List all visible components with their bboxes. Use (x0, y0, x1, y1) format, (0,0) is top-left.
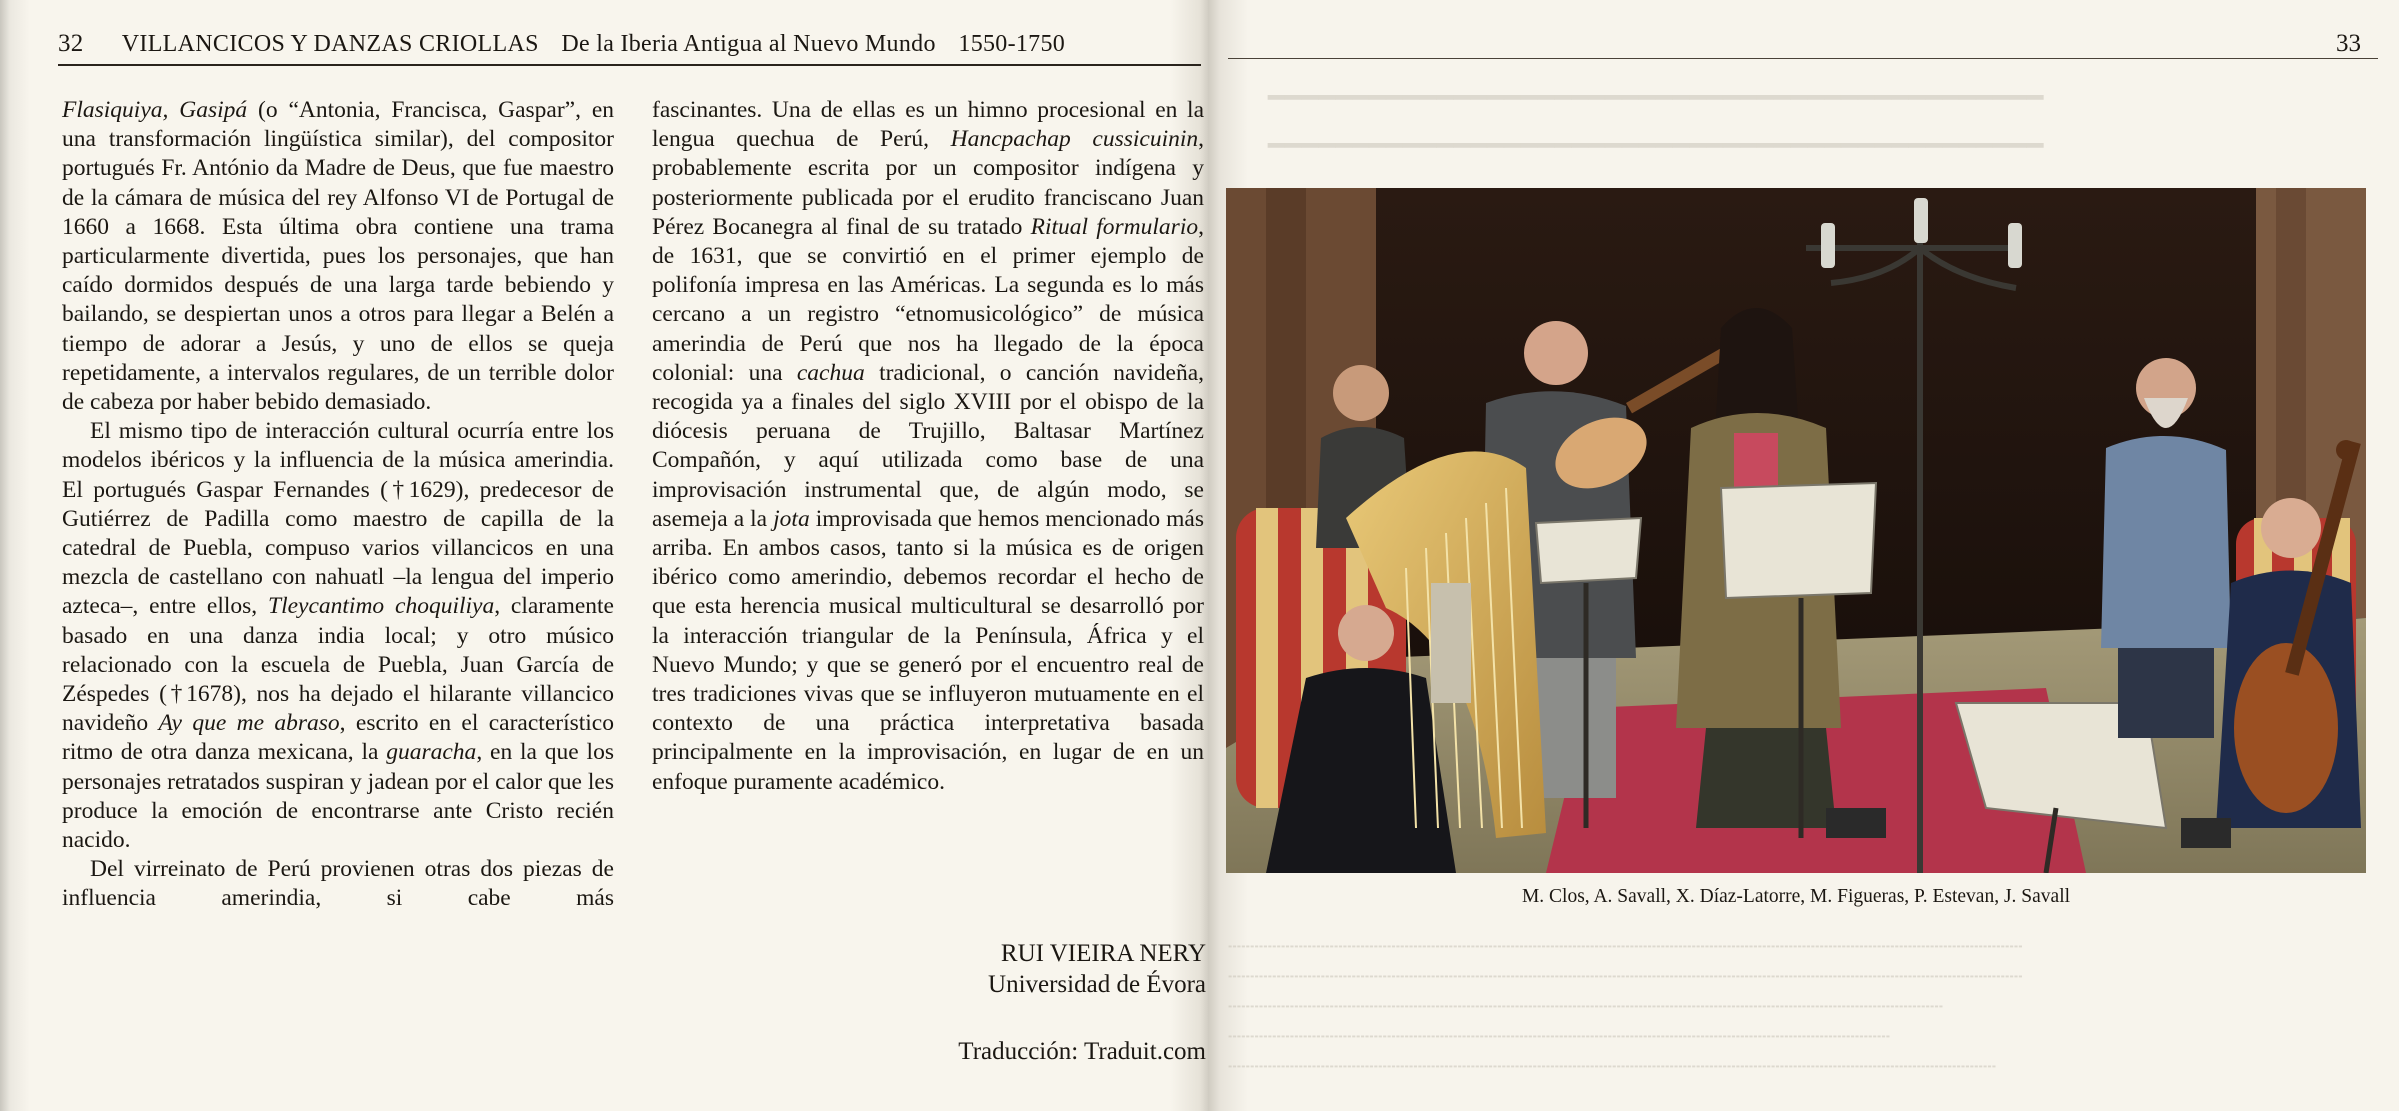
author-affiliation: Universidad de Évora (988, 971, 1206, 998)
work-title: Ay que me abraso (158, 710, 340, 737)
running-head (58, 30, 1198, 58)
author-signature (700, 938, 1206, 1000)
author-name: RUI VIEIRA NERY (1000, 940, 1206, 967)
work-title: guaracha (386, 739, 477, 766)
running-head-title: VILLANCICOS Y DANZAS CRIOLLAS (121, 31, 539, 57)
paragraph-text: El mismo tipo de interacción cultural ocurría entre los modelos ibéricos y la influencia de la música amerindia. El portugués Gaspar Fernandes (†1629), predecesor de Gutiérrez de Padilla como maestro de capilla de la catedral de Puebla, compuso varios villancicos en una mezcla de castellano con nahuatl –la lengua del imperio azteca–, entre ellos, (62, 418, 614, 620)
paragraph (62, 855, 614, 913)
paragraph-text: , en la que los personajes retratados suspiran y jadean por el calor que les produce la emoción de encontrarse ante Cristo recién nacido. (62, 739, 614, 854)
ensemble-photo-illustration (1226, 188, 2366, 873)
translation-credit: Traducción: Traduit.com (958, 1038, 1206, 1065)
text-column-1 (62, 96, 614, 914)
paragraph (62, 96, 614, 417)
running-head-years: 1550-1750 (958, 31, 1066, 57)
paragraph-text: , probablemente escrita por un compositor indígena y posteriormente publicada por el erudito franciscano Juan Pérez Bocanegra al final de su tratado (652, 126, 1204, 240)
header-rule (58, 64, 1201, 66)
page-number-left: 32 (58, 30, 84, 57)
text-column-2 (652, 96, 1204, 797)
paragraph-text: fascinantes. Una de ellas es un himno procesional en la lengua quechua de Perú, (652, 97, 1204, 153)
page-number-right: 33 (2336, 30, 2361, 57)
photo-caption: M. Clos, A. Savall, X. Díaz-Latorre, M. Figueras, P. Estevan, J. Savall (1521, 886, 2071, 907)
work-title: Hancpachap cussicuinin (950, 126, 1199, 153)
paragraph-text: , de 1631, que se convirtió en el primer ejemplo de polifonía impresa en las Américas. La segunda es lo más cercano a un registro “etnomusicológico” de música amerindia de Perú que nos ha llegado de la época colonial: una (652, 213, 1204, 386)
work-title: cachua (796, 359, 865, 386)
work-title: Flasiquiya, Gasipá (62, 97, 248, 123)
ensemble-photo (1226, 188, 2366, 873)
paragraph-text: (o “Antonia, Francisca, Gaspar”, en una transformación lingüística similar), del compositor portugués Fr. António da Madre de Deus, que fue maestro de la cámara de música del rey Alfonso VI de Portugal de 1660 a 1668. Esta última obra contiene una trama particularmente divertida, pues los personajes, que han caído dormidos después de una larga tarde bebiendo y bailando, se despiertan unos a otros para llegar a Belén a tiempo de adorar a Jesús, y uno de ellos se queja repetidamente, a intervalos regulares, de un terrible dolor de cabeza por haber bebido demasiado. (62, 97, 614, 416)
paragraph-text: tradicional, o canción navideña, recogida ya a finales del siglo XVIII por el obispo de la diócesis peruana de Trujillo, Baltasar Martínez Compañón, y aquí utilizada como base de una improvisación instrumental que, de algún modo, se asemeja a la (652, 359, 1204, 532)
work-title: Ritual formulario (1030, 213, 1199, 240)
running-head-subtitle: De la Iberia Antigua al Nuevo Mundo (561, 31, 936, 57)
paragraph-text: Del virreinato de Perú provienen otras dos piezas de influencia amerindia, si cabe más (62, 856, 614, 912)
paragraph-text: , escrito en el característico ritmo de otra danza mexicana, la (62, 710, 614, 766)
paragraph-text: , claramente basado en una danza india local; y otro músico relacionado con la escuela de Puebla, Juan García de Zéspedes (†1678), nos ha dejado el hilarante villancico navideño (62, 593, 614, 737)
work-title: jota (773, 505, 810, 532)
paragraph (62, 417, 614, 855)
show-through-text: ━━━━━━━━━━━━━━━━━━━━━━━━━━━━━━━━━━━━━━━━━━━━━━ (1268, 131, 2044, 162)
paragraph-text: improvisada que hemos mencionado más arriba. En ambos casos, tanto si la música es de origen ibérico como amerindio, debemos recordar el hecho de que esta herencia musical multicultural se desarrolló por la interacción triangular de la Península, África y el Nuevo Mundo; y que se generó por el encuentro real de tres tradiciones vivas que se influyeron mutuamente en el contexto de una práctica interpretativa basada principalmente en la improvisación, en lugar de en un enfoque puramente académico. (652, 505, 1204, 795)
show-through-text: ━━━━━━━━━━━━━━━━━━━━━━━━━━━━━━━━━━━━━━━━━━━━━━ (1268, 83, 2044, 114)
paragraph (652, 96, 1204, 797)
header-rule-right (1228, 58, 2378, 59)
work-title: Tleycantimo choquiliya (268, 593, 495, 620)
show-through-text: ┄┄┄┄┄┄┄┄┄┄┄┄┄┄┄┄┄┄┄┄┄┄┄┄┄┄┄┄┄┄┄┄┄┄┄┄┄┄┄┄┄┄┄┄┄┄┄┄┄┄┄┄┄┄┄┄┄┄┄┄ ┄┄┄┄┄┄┄┄┄┄┄┄┄┄┄┄┄┄┄┄┄┄┄┄┄┄┄┄┄┄┄┄┄┄┄┄┄┄┄┄┄┄┄┄┄┄┄┄┄┄┄┄┄┄┄┄┄┄┄┄ ┄┄┄┄┄┄┄┄┄┄┄┄┄┄┄┄┄┄┄┄┄┄┄┄┄┄┄┄┄┄┄┄┄┄┄┄┄┄┄┄┄┄┄┄┄┄┄┄┄┄┄┄┄┄ ┄┄┄┄┄┄┄┄┄┄┄┄┄┄┄┄┄┄┄┄┄┄┄┄┄┄┄┄┄┄┄┄┄┄┄┄┄┄┄┄┄┄┄┄┄┄┄┄┄┄ ┄┄┄┄┄┄┄┄┄┄┄┄┄┄┄┄┄┄┄┄┄┄┄┄┄┄┄┄┄┄┄┄┄┄┄┄┄┄┄┄┄┄┄┄┄┄┄┄┄┄┄┄┄┄┄┄┄┄ (1228, 934, 2023, 1079)
